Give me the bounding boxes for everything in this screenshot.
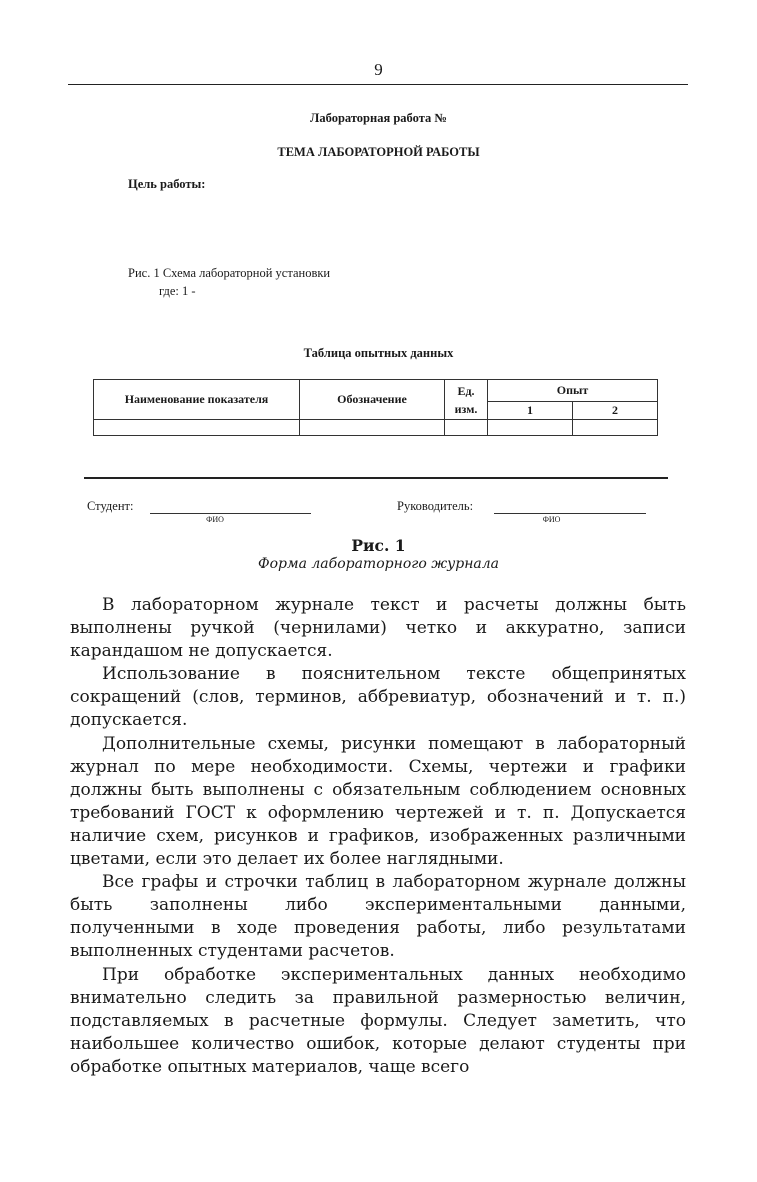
table-cell xyxy=(445,420,488,436)
lab-form-topic: ТЕМА ЛАБОРАТОРНОЙ РАБОТЫ xyxy=(277,145,480,159)
header-experiment: Опыт xyxy=(488,380,658,402)
supervisor-name-hint: ФИО xyxy=(542,515,561,524)
header-rule xyxy=(68,84,688,85)
experimental-data-table xyxy=(93,379,658,436)
table-cell xyxy=(488,420,573,436)
lab-form-goal-label: Цель работы: xyxy=(128,177,206,191)
header-symbol: Обозначение xyxy=(300,380,445,420)
paragraph: Все графы и строчки таблиц в лабораторном журнале должны быть заполнены либо экспериментальными данными, полученными в ходе проведения работы, либо результатами выполненных студентами расчетов. xyxy=(70,872,686,962)
paragraph: При обработке экспериментальных данных необходимо внимательно следить за правильной размерностью величин, подставляемых в расчетные формулы. Следует заметить, что наибольшее количество ошибок, которые делают студенты при обработке опытных материалов, чаще всего xyxy=(70,964,686,1077)
supervisor-label: Руководитель: xyxy=(397,499,474,513)
lab-form-figure-caption: Рис. 1 Схема лабораторной установки xyxy=(128,266,331,280)
table-row xyxy=(94,420,658,436)
page-number: 9 xyxy=(374,60,383,79)
lab-form-table-title: Таблица опытных данных xyxy=(303,346,454,360)
figure-title: Форма лабораторного журнала xyxy=(257,556,500,572)
header-indicator-name: Наименование показателя xyxy=(94,380,300,420)
supervisor-signature-line xyxy=(494,513,646,514)
student-label: Студент: xyxy=(87,499,134,513)
table-cell xyxy=(94,420,300,436)
lab-form-figure-legend: где: 1 - xyxy=(159,284,196,298)
student-name-hint: ФИО xyxy=(206,515,224,524)
section-divider xyxy=(84,477,668,479)
header-experiment-2: 2 xyxy=(573,402,658,420)
header-unit xyxy=(445,380,488,420)
table-cell xyxy=(300,420,445,436)
header-unit-line2: изм. xyxy=(454,401,478,416)
table-cell xyxy=(573,420,658,436)
student-signature-line xyxy=(150,513,311,514)
figure-number: Рис. 1 xyxy=(351,536,406,555)
lab-form-title: Лабораторная работа № xyxy=(310,111,447,125)
paragraph: Дополнительные схемы, рисунки помещают в лабораторный журнал по мере необходимости. Схемы, чертежи и графики должны быть выполнены с обязательным соблюдением основных требований ГОСТ к оформлению чертежей и т. п. Допускается наличие схем, рисунков и графиков, изображенных различными цветами, если это делает их более наглядными. xyxy=(70,733,686,870)
paragraph: Использование в пояснительном тексте общепринятых сокращений (слов, терминов, аббревиатур, обозначений и т. п.) допускается. xyxy=(70,664,686,731)
header-unit-line1: Ед. xyxy=(457,383,475,398)
header-experiment-1: 1 xyxy=(488,402,573,420)
paragraph: В лабораторном журнале текст и расчеты должны быть выполнены ручкой (чернилами) четко и аккуратно, записи карандашом не допускается. xyxy=(70,595,686,662)
body-text xyxy=(70,594,686,1079)
